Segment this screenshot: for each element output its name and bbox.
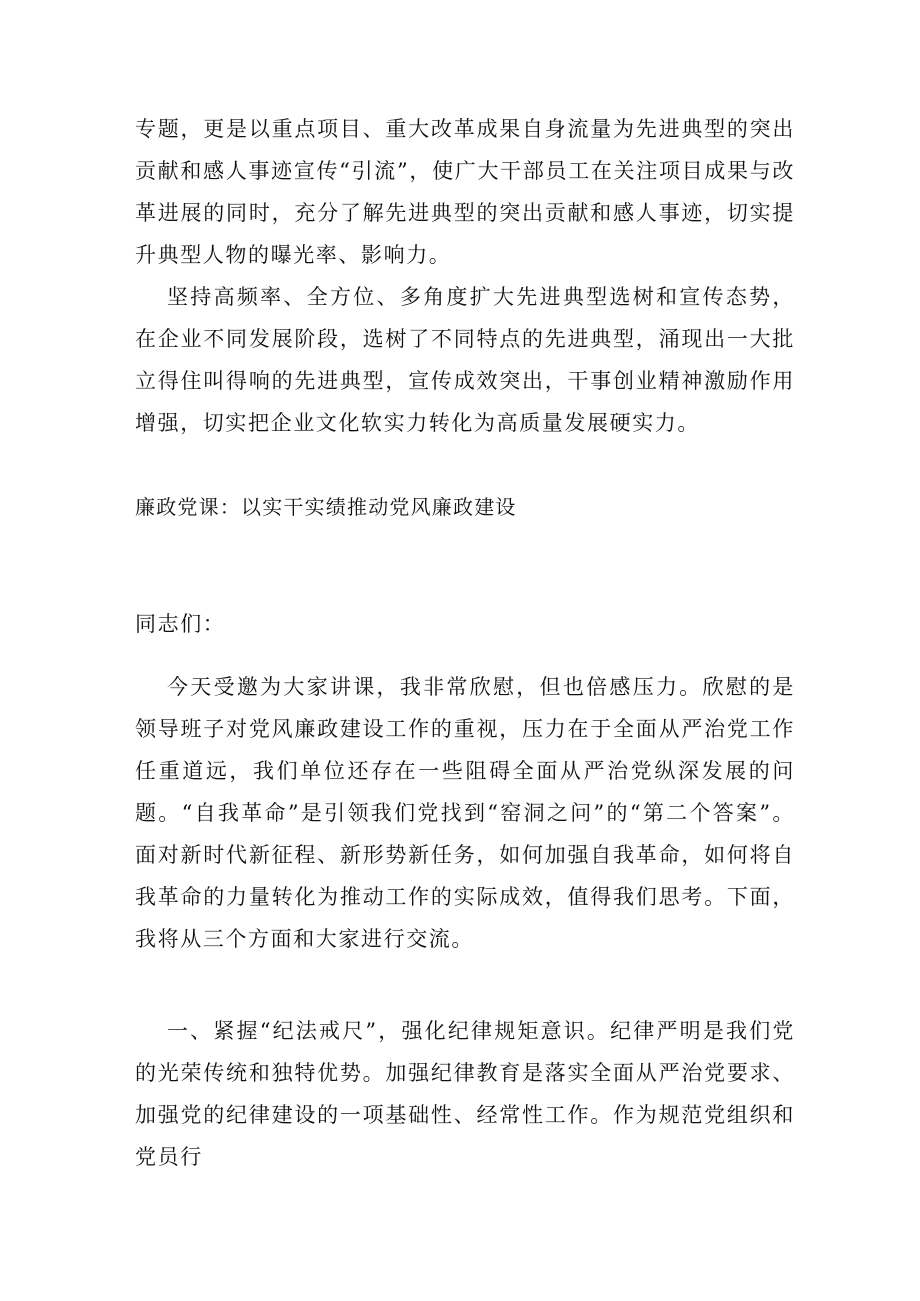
paragraph-typical-models: 坚持高频率、全方位、多角度扩大先进典型选树和宣传态势，在企业不同发展阶段，选树了不同特点的先进典型，涌现出一大批立得住叫得响的先进典型，宣传成效突出，干事创业精神激励作用增强，切实把企业文化软实力转化为高质量发展硬实力。	[135, 285, 795, 435]
paragraph-opening: 今天受邀为大家讲课，我非常欣慰，但也倍感压力。欣慰的是领导班子对党风廉政建设工作的重视，压力在于全面从严治党工作任重道远，我们单位还存在一些阻碍全面从严治党纵深发展的问题。“自我革命”是引领我们党找到“窑洞之问”的“第二个答案”。面对新时代新征程、新形势新任务，如何加强自我革命，如何将自我革命的力量转化为推动工作的实际成效，值得我们思考。下面，我将从三个方面和大家进行交流。	[135, 675, 795, 951]
document-title: 廉政党课：以实干实绩推动党风廉政建设	[135, 495, 517, 519]
salutation: 同志们：	[135, 612, 226, 636]
paragraph-section-one: 一、紧握“纪法戒尺”，强化纪律规矩意识。纪律严明是我们党的光荣传统和独特优势。加强纪律教育是落实全面从严治党要求、加强党的纪律建设的一项基础性、经常性工作。作为规范党组织和党员行	[135, 1019, 795, 1169]
paragraph-continuation: 专题，更是以重点项目、重大改革成果自身流量为先进典型的突出贡献和感人事迹宣传“引流”，使广大干部员工在关注项目成果与改革进展的同时，充分了解先进典型的突出贡献和感人事迹，切实提升典型人物的曝光率、影响力。	[135, 117, 795, 267]
